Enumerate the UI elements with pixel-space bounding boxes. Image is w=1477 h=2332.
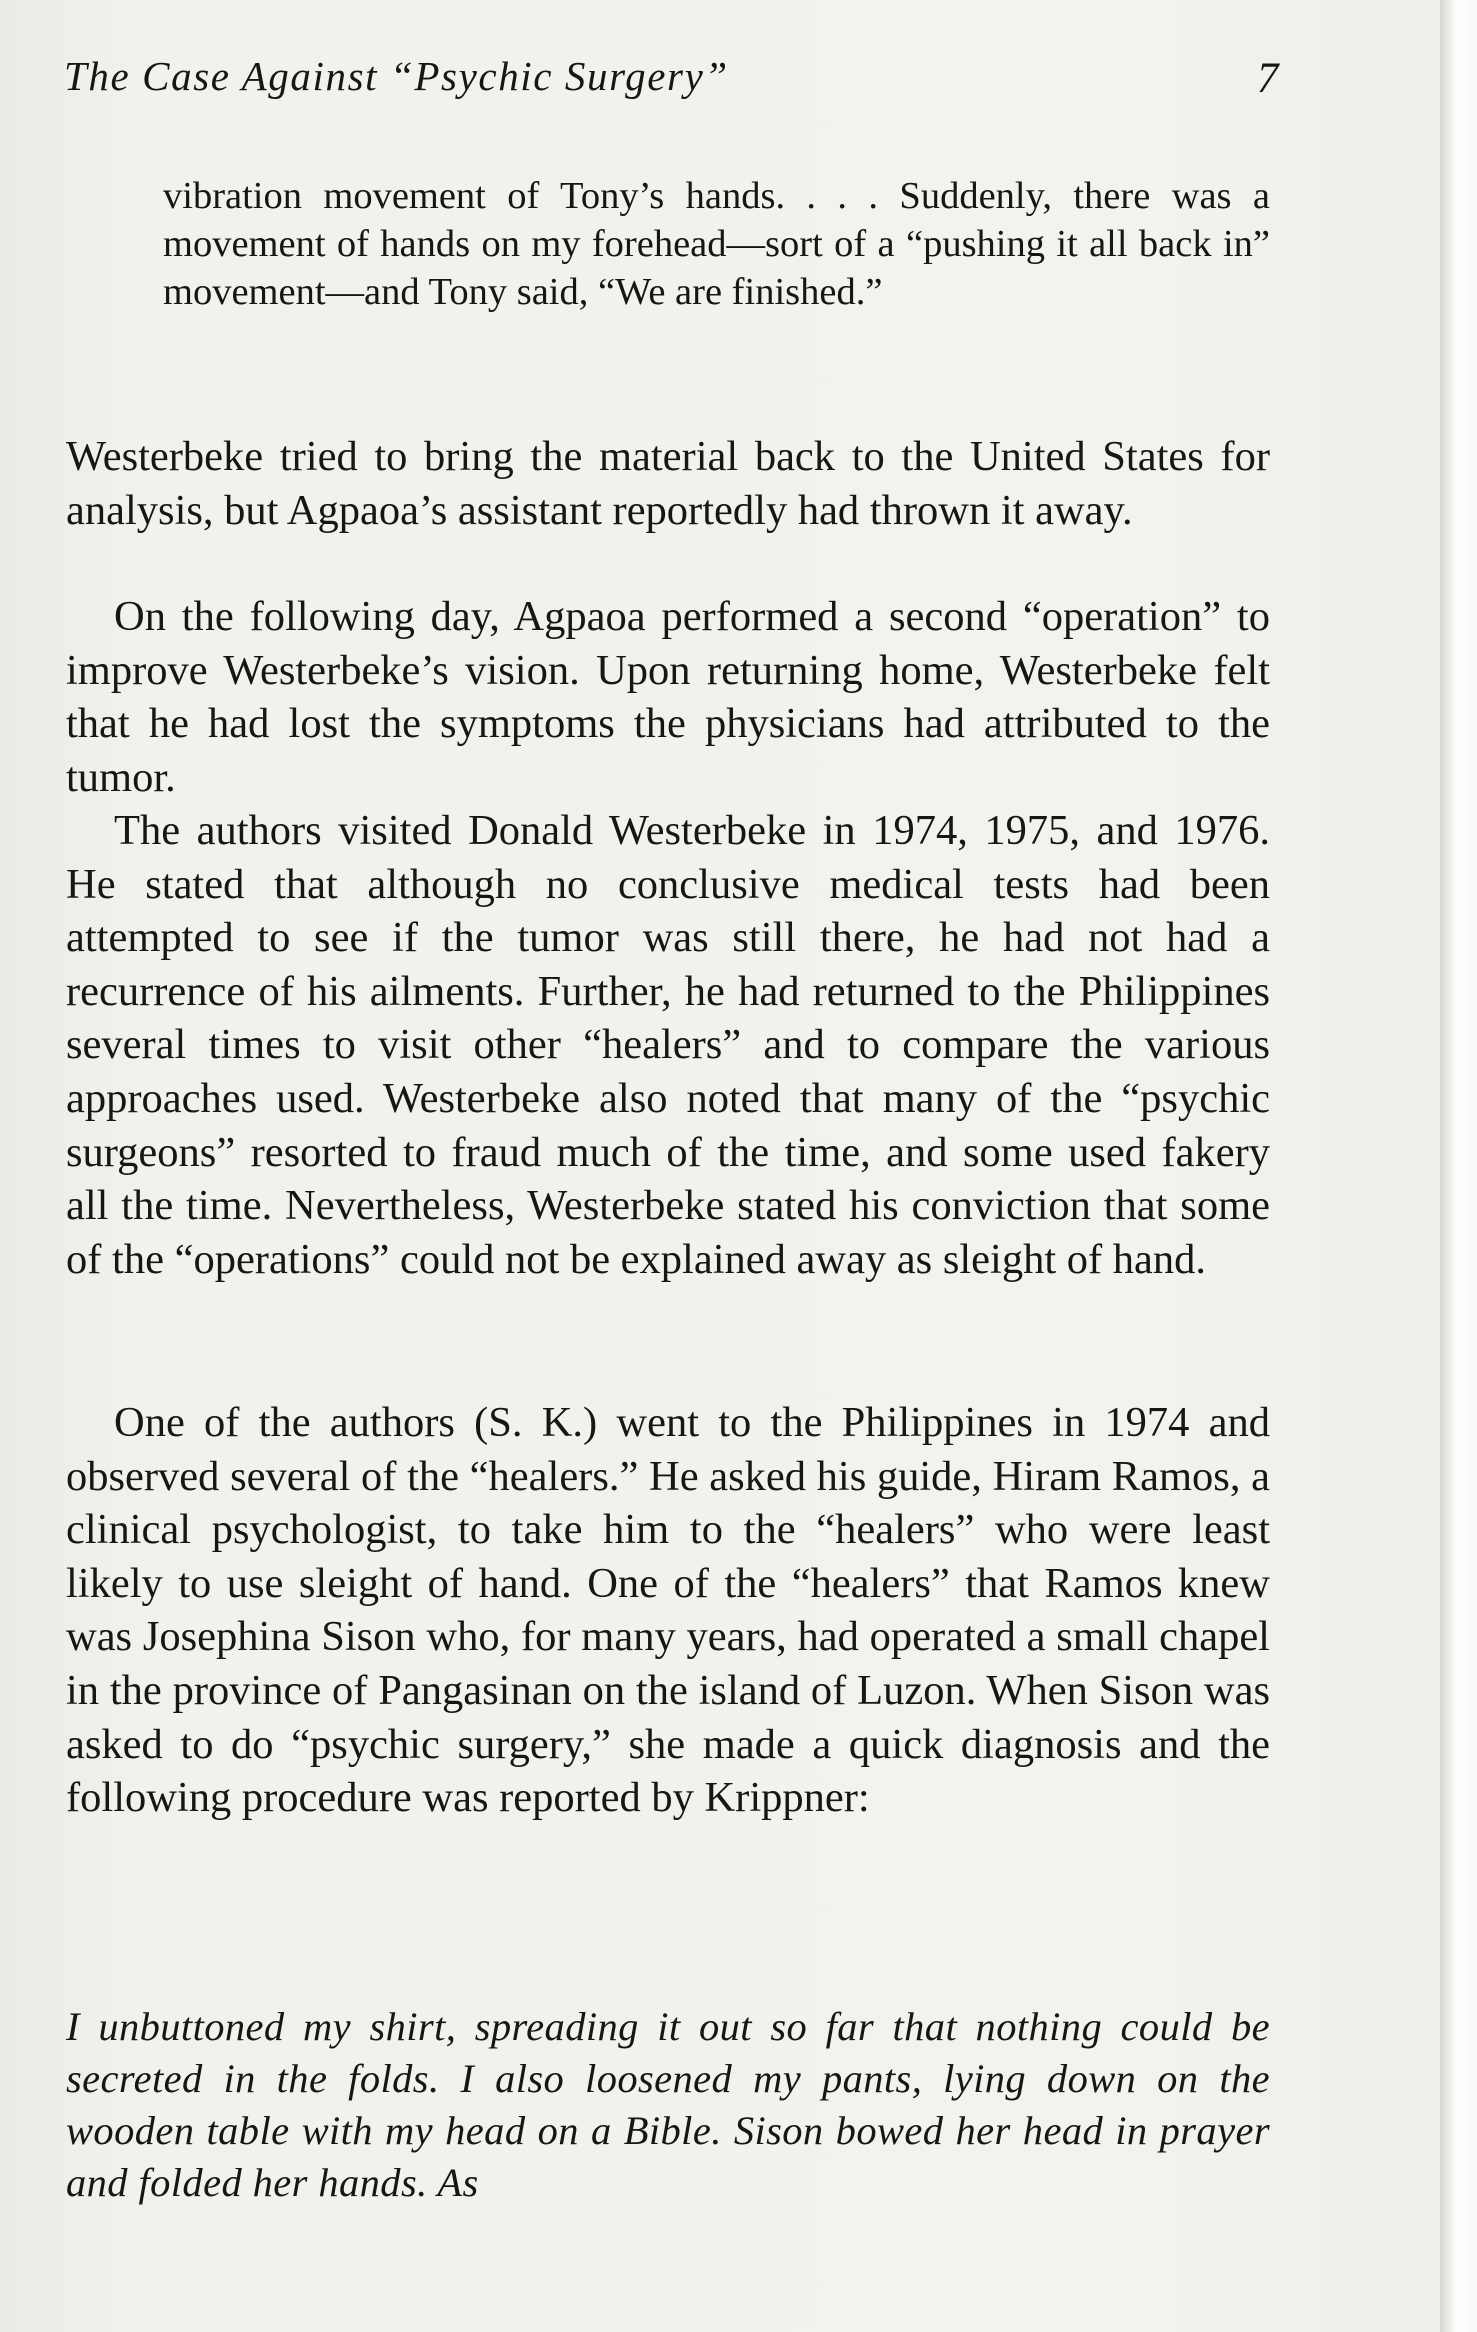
block-quote-continuation: vibration movement of Tony’s hands. . . . Suddenly, there was a movement of hands on my forehead—sort of a “pushing it all back in” movement—and Tony said, “We are finished.” xyxy=(163,175,1270,313)
paragraph-4: One of the authors (S. K.) went to the Philippines in 1974 and observed several of the “healers.” He asked his guide, Hiram Ramos, a clinical psychologist, to take him to the “healers” who were least likely to use sleight of hand. One of the “healers” that Ramos knew was Josephina Sison who, for many years, had operated a small chapel in the province of Pangasinan on the island of Luzon. When Sison was asked to do “psychic surgery,” she made a quick diagnosis and the following procedure was reported by Krippner: xyxy=(66,1399,1270,1822)
paragraph-2: On the following day, Agpaoa performed a second “operation” to improve Westerbeke’s vision. Upon returning home, Westerbeke felt that he had lost the symptoms the physicians had attributed to the tumor. xyxy=(66,593,1270,801)
page-number: 7 xyxy=(1256,55,1280,102)
page-edge xyxy=(1440,0,1477,2332)
block-quote-start: I unbuttoned my shirt, spreading it out so far that nothing could be secreted in the folds. I also loosened my pants, lying down on the wooden table with my head on a Bible. Sison bowed her head in prayer and folded her hands. As xyxy=(66,2004,1270,2205)
paragraph-1: Westerbeke tried to bring the material back to the United States for analysis, but Agpaoa’s assistant reportedly had thrown it away. xyxy=(66,433,1270,534)
paragraph-3: The authors visited Donald Westerbeke in 1974, 1975, and 1976. He stated that although no conclusive medical tests had been attempted to see if the tumor was still there, he had not had a recurrence of his ailments. Further, he had returned to the Philippines several times to visit other “healers” and to compare the various approaches used. Westerbeke also noted that many of the “psychic surgeons” resorted to fraud much of the time, and some used fakery all the time. Nevertheless, Westerbeke stated his conviction that some of the “operations” could not be explained away as sleight of hand. xyxy=(66,807,1270,1283)
running-title: The Case Against “Psychic Surgery” xyxy=(64,53,729,99)
page-header xyxy=(64,52,1280,112)
